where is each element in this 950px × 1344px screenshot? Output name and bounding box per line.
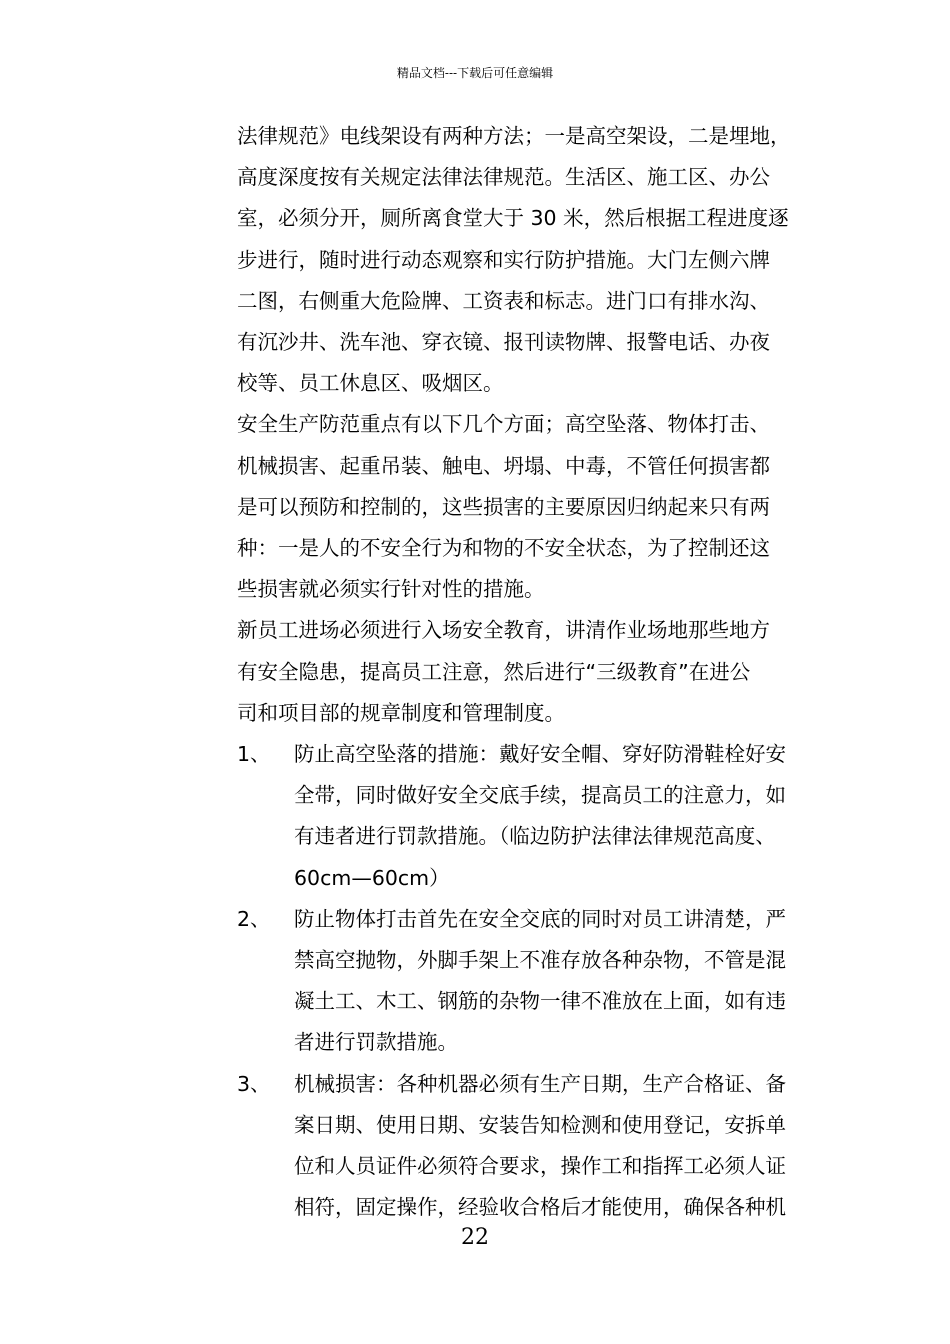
text-line: 案日期、使用日期、安装告知检测和使用登记，安拆单 — [294, 1112, 786, 1137]
text-line: 种：一是人的不安全行为和物的不安全状态，为了控制还这 — [237, 536, 770, 561]
text-line: 防止物体打击首先在安全交底的同时对员工讲清楚，严 — [294, 906, 786, 931]
text-line: 些损害就必须实行针对性的措施。 — [237, 577, 545, 602]
text-line: 是可以预防和控制的，这些损害的主要原因归纳起来只有两 — [237, 494, 770, 519]
document-body — [237, 116, 837, 1228]
text-line: 60cm—60cm） — [294, 865, 450, 890]
text-line: 位和人员证件必须符合要求，操作工和指挥工必须人证 — [294, 1154, 786, 1179]
text-line: 新员工进场必须进行入场安全教育，讲清作业场地那些地方 — [237, 618, 770, 643]
list-item — [237, 899, 837, 1064]
page-header: 精品文档---下载后可任意编辑 — [396, 66, 554, 80]
text-line: 校等、员工休息区、吸烟区。 — [237, 371, 504, 396]
text-line: 步进行，随时进行动态观察和实行防护措施。大门左侧六牌 — [237, 247, 770, 272]
text-line: 室，必须分开，厕所离食堂大于 30 米，然后根据工程进度逐 — [237, 206, 789, 231]
text-line: 法律规范》电线架设有两种方法；一是高空架设，二是埋地， — [237, 124, 791, 148]
text-line: 有安全隐患，提高员工注意，然后进行“三级教育”在进公 — [237, 659, 751, 684]
text-line: 防止高空坠落的措施：戴好安全帽、穿好防滑鞋栓好安 — [294, 742, 786, 767]
list-item — [237, 734, 837, 899]
text-line: 二图，右侧重大危险牌、工资表和标志。进门口有排水沟、 — [237, 288, 770, 313]
text-line: 全带，同时做好安全交底手续，提高员工的注意力，如 — [294, 783, 786, 808]
paragraph — [237, 116, 837, 404]
page-number: 22 — [461, 1225, 489, 1250]
paragraph — [237, 404, 837, 610]
paragraph — [237, 610, 837, 734]
list-item — [237, 1064, 837, 1229]
list-item-number: 3、 — [237, 1071, 271, 1096]
text-line: 有违者进行罚款措施。（临边防护法律法律规范高度、 — [294, 824, 776, 849]
text-line: 有沉沙井、洗车池、穿衣镜、报刊读物牌、报警电话、办夜 — [237, 330, 770, 355]
text-line: 相符，固定操作，经验收合格后才能使用，确保各种机 — [294, 1195, 786, 1220]
list-item-number: 1、 — [237, 742, 271, 767]
text-line: 机械损害、起重吊装、触电、坍塌、中毒，不管任何损害都 — [237, 453, 770, 478]
text-line: 凝土工、木工、钢筋的杂物一律不准放在上面，如有违 — [294, 989, 786, 1014]
text-line: 机械损害：各种机器必须有生产日期，生产合格证、备 — [294, 1071, 786, 1096]
text-line: 高度深度按有关规定法律法律规范。生活区、施工区、办公 — [237, 165, 770, 190]
text-line: 禁高空抛物，外脚手架上不准存放各种杂物，不管是混 — [294, 948, 786, 973]
text-line: 安全生产防范重点有以下几个方面；高空坠落、物体打击、 — [237, 412, 770, 437]
text-line: 司和项目部的规章制度和管理制度。 — [237, 700, 565, 725]
text-line: 者进行罚款措施。 — [294, 1030, 458, 1055]
list-item-number: 2、 — [237, 906, 271, 931]
